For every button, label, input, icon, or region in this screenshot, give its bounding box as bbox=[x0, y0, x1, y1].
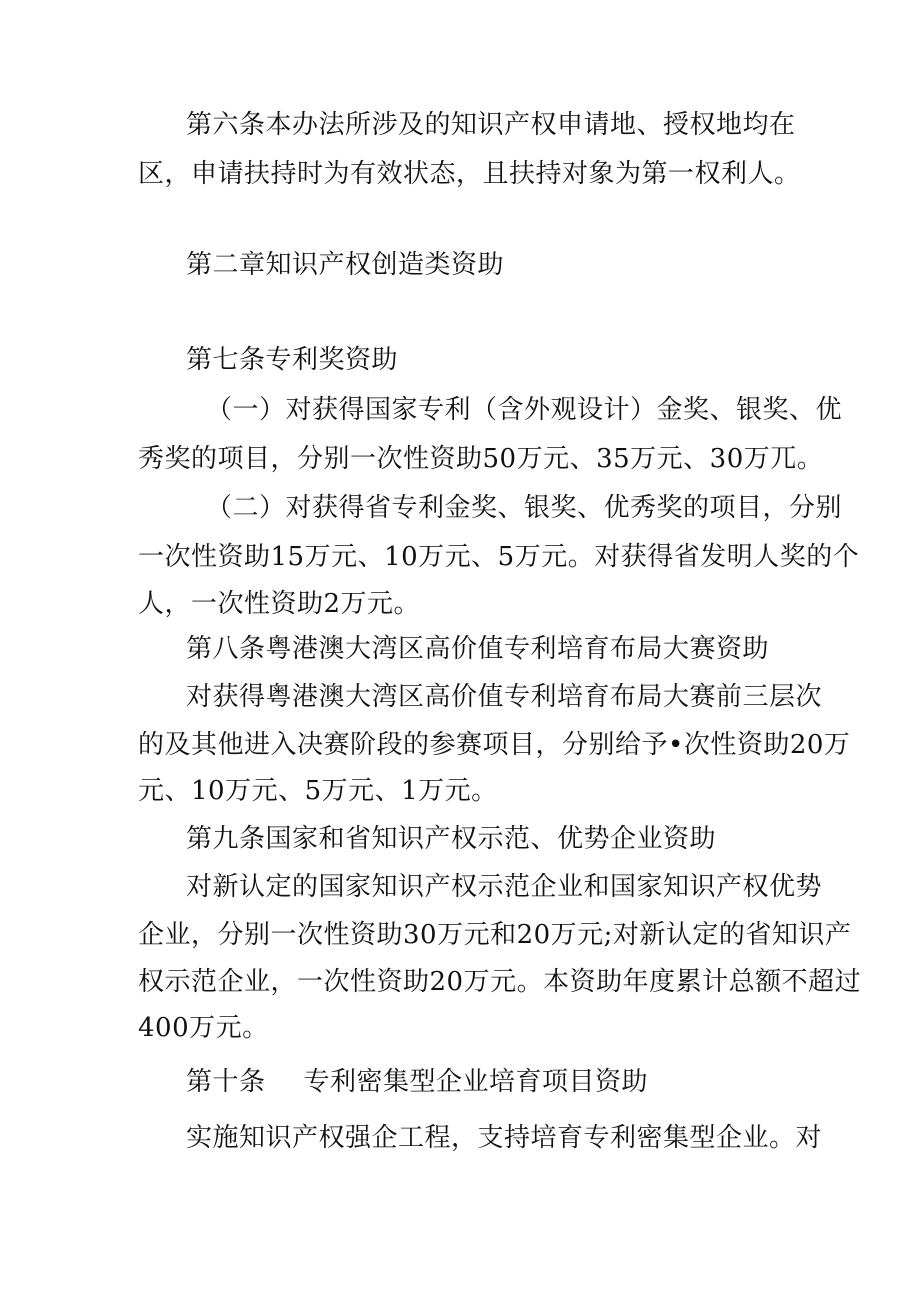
article-7-heading: 第七条专利奖资助 bbox=[186, 345, 399, 375]
article-9-line-2: 企业，分别一次性资助30万元和20万元;对新认定的省知识产 bbox=[138, 920, 852, 950]
article-6-line-1: 第六条本办法所涉及的知识产权申请地、授权地均在 bbox=[186, 110, 796, 140]
article-8-heading: 第八条粤港澳大湾区高价值专利培育布局大赛资助 bbox=[186, 634, 770, 664]
article-9-line-1: 对新认定的国家知识产权示范企业和国家知识产权优势 bbox=[186, 872, 823, 902]
article-10-heading bbox=[186, 1065, 846, 1099]
article-7-item-2-line-3: 人，一次性资助2万元。 bbox=[138, 589, 421, 619]
article-8-line-1: 对获得粤港澳大湾区高价值专利培育布局大赛前三层次 bbox=[186, 682, 823, 712]
article-10-line-1: 实施知识产权强企工程，支持培育专利密集型企业。对 bbox=[186, 1123, 823, 1153]
article-7-item-1-line-2: 秀奖的项目，分别一次性资助50万元、35万元、30万兀。 bbox=[138, 444, 824, 474]
article-7-item-2-line-1: （二）对获得省专利金奖、银奖、优秀奖的项目，分别 bbox=[206, 493, 843, 523]
article-6-line-2: 区，申请扶持时为有效状态，且扶持对象为第一权利人。 bbox=[138, 159, 801, 189]
article-9-line-4: 400万元。 bbox=[138, 1013, 269, 1043]
chapter-2-heading: 第二章知识产权创造类资助 bbox=[186, 250, 505, 280]
article-8-line-3: 元、10万元、5万元、1万元。 bbox=[138, 776, 498, 806]
article-7-item-1-line-1: （一）对获得国家专利（含外观设计）金奖、银奖、优 bbox=[206, 395, 843, 425]
article-8-line-2: 的及其他进入决赛阶段的参赛项目，分别给予•次性资助20万 bbox=[138, 730, 851, 760]
article-9-heading: 第九条国家和省知识产权示范、优势企业资助 bbox=[186, 824, 717, 854]
article-9-line-3: 权示范企业，一次性资助20万元。本资助年度累计总额不超过 bbox=[138, 967, 862, 997]
article-10-heading-number: 第十条 bbox=[186, 1067, 266, 1097]
article-10-heading-title: 专利密集型企业培育项目资助 bbox=[303, 1067, 649, 1097]
article-7-item-2-line-2: 一次性资助15万元、10万元、5万元。对获得省发明人奖的个 bbox=[138, 542, 860, 572]
